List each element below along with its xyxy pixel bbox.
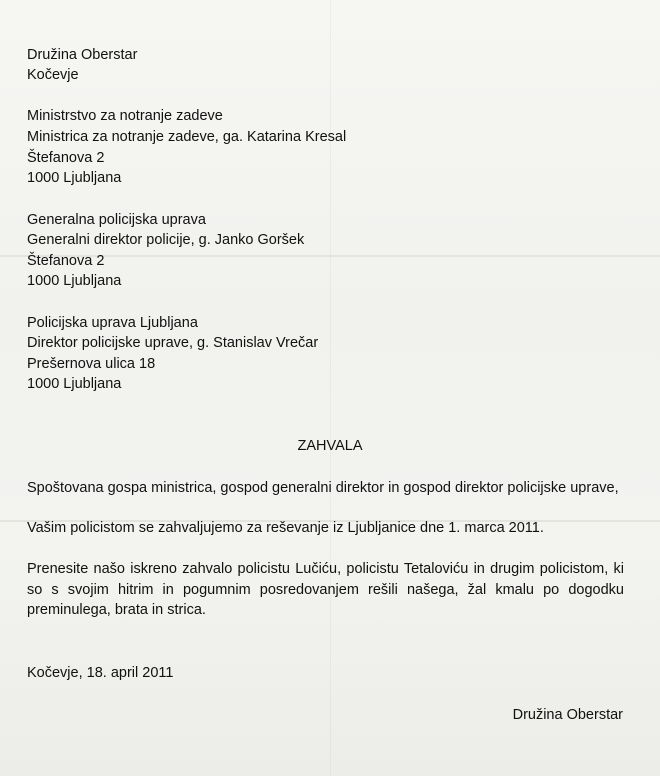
recipient-2-org: Generalna policijska uprava — [27, 212, 206, 228]
recipient-1-org: Ministrstvo za notranje zadeve — [27, 108, 223, 124]
greeting: Spoštovana gospa ministrica, gospod generalni direktor in gospod direktor policijske uprave, — [27, 480, 619, 496]
recipient-1-street: Štefanova 2 — [27, 150, 105, 166]
sender-name: Družina Oberstar — [27, 47, 138, 63]
recipient-3-street: Prešernova ulica 18 — [27, 356, 156, 372]
paper-fold — [330, 0, 331, 776]
recipient-2-street: Štefanova 2 — [27, 253, 105, 269]
paragraph-2: Prenesite našo iskreno zahvalo policistu Lučiću, policistu Tetaloviću in drugim policistom, ki so s svojim hitrim in pogumnim posredovanjem rešili našega, žal kmalu po dogodku preminulega, brata in strica. — [27, 561, 624, 618]
letter-title: ZAHVALA — [297, 438, 363, 454]
recipient-1-person: Ministrica za notranje zadeve, ga. Katarina Kresal — [27, 129, 347, 145]
recipient-1-city: 1000 Ljubljana — [27, 170, 122, 186]
sender-city: Kočevje — [27, 67, 79, 83]
paragraph-1: Vašim policistom se zahvaljujemo za reševanje iz Ljubljanice dne 1. marca 2011. — [27, 520, 544, 536]
recipient-3-city: 1000 Ljubljana — [27, 376, 122, 392]
signature: Družina Oberstar — [512, 707, 623, 723]
recipient-2-person: Generalni direktor policije, g. Janko Goršek — [27, 232, 305, 248]
recipient-3-org: Policijska uprava Ljubljana — [27, 315, 198, 331]
recipient-3-person: Direktor policijske uprave, g. Stanislav Vrečar — [27, 335, 319, 351]
place-date: Kočevje, 18. april 2011 — [27, 665, 174, 681]
recipient-2-city: 1000 Ljubljana — [27, 273, 122, 289]
